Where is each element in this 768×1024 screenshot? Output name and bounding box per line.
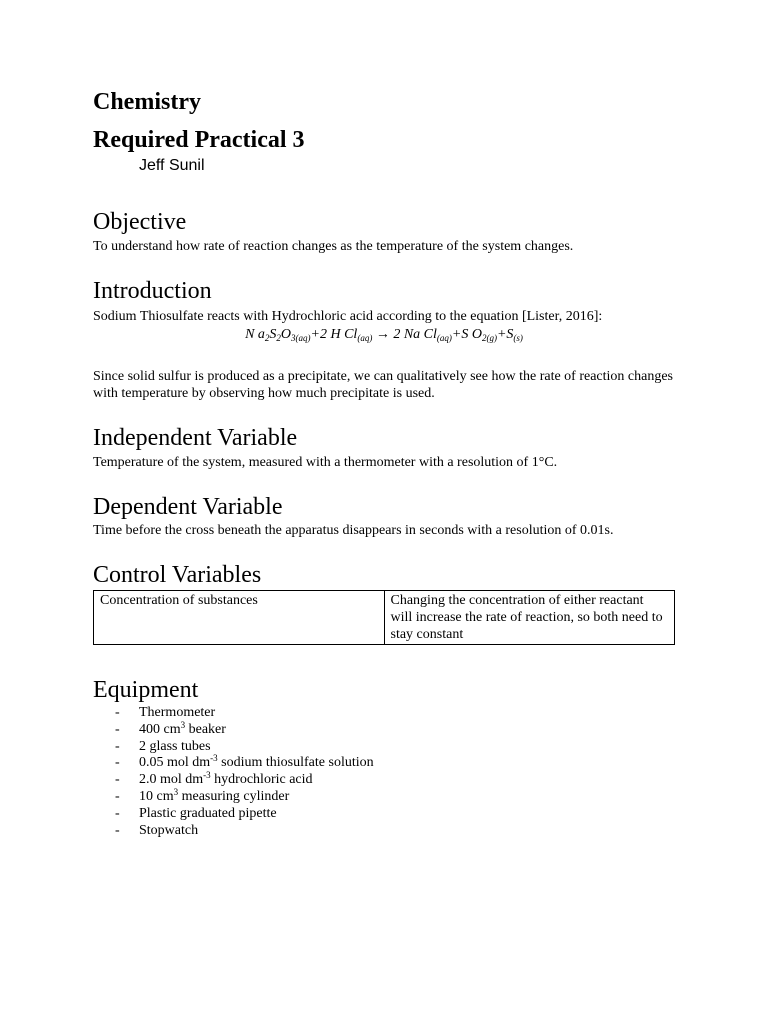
- equipment-heading: Equipment: [93, 677, 199, 703]
- list-item: - 10 $cm^3$ measuring cylinder: [115, 786, 290, 804]
- list-bullet: -: [115, 805, 120, 821]
- independent-variable-heading: Independent Variable: [93, 425, 298, 451]
- objective-heading: Objective: [93, 209, 187, 235]
- precipitate-explanation: Since solid sulfur is produced as a precipitate, we can qualitatively see how the rate of reaction changes with temperature by observing how much precipitate is used.: [93, 369, 674, 401]
- list-bullet: -: [115, 822, 120, 838]
- table-row: [94, 591, 675, 645]
- list-bullet: -: [115, 788, 120, 804]
- chemical-equation: N $a_2S_2O_{3(aq)}+2$ H $Cl_{(aq)} \to 2$ Na $Cl_{(aq)}+S$ $O_{2(g)}+S_{(s)}$: [245, 327, 523, 343]
- document-title-subject: Chemistry: [93, 89, 201, 115]
- list-item: - 2 glass tubes: [115, 738, 211, 754]
- list-item: - 400 $cm^3$ beaker: [115, 719, 226, 737]
- dependent-variable-text: Time before the cross beneath the apparatus disappears in seconds with a resolution of 0.01s.: [93, 523, 614, 538]
- introduction-text: Sodium Thiosulfate reacts with Hydrochloric acid according to the equation [Lister, 2016]:: [93, 309, 603, 324]
- control-variables-table: [93, 590, 675, 645]
- introduction-heading: Introduction: [93, 278, 212, 304]
- objective-text: To understand how rate of reaction changes as the temperature of the system changes.: [93, 239, 574, 254]
- list-item: - Thermometer: [115, 705, 216, 720]
- list-bullet: -: [115, 705, 120, 720]
- author-name: Jeff Sunil: [139, 157, 205, 174]
- dependent-variable-heading: Dependent Variable: [93, 494, 283, 520]
- equipment-list: [93, 705, 374, 839]
- list-item: - Plastic graduated pipette: [115, 805, 277, 821]
- list-bullet: -: [115, 772, 120, 788]
- document-title-practical: Required Practical 3: [93, 127, 305, 153]
- list-item: - Stopwatch: [115, 822, 199, 838]
- control-variable-cell: Concentration of substances: [94, 591, 385, 645]
- control-reason-cell: Changing the concentration of either reactant will increase the rate of reaction, so both need to stay constant: [384, 591, 675, 645]
- list-bullet: -: [115, 755, 120, 771]
- list-item: - 2.0 mol $dm^{-3}$ hydrochloric acid: [115, 770, 313, 788]
- control-variables-heading: Control Variables: [93, 562, 262, 588]
- independent-variable-text: Temperature of the system, measured with a thermometer with a resolution of 1°C.: [93, 455, 558, 470]
- list-item: - 0.05 mol $dm^{-3}$ sodium thiosulfate solution: [115, 753, 374, 771]
- list-bullet: -: [115, 721, 120, 737]
- list-bullet: -: [115, 738, 120, 754]
